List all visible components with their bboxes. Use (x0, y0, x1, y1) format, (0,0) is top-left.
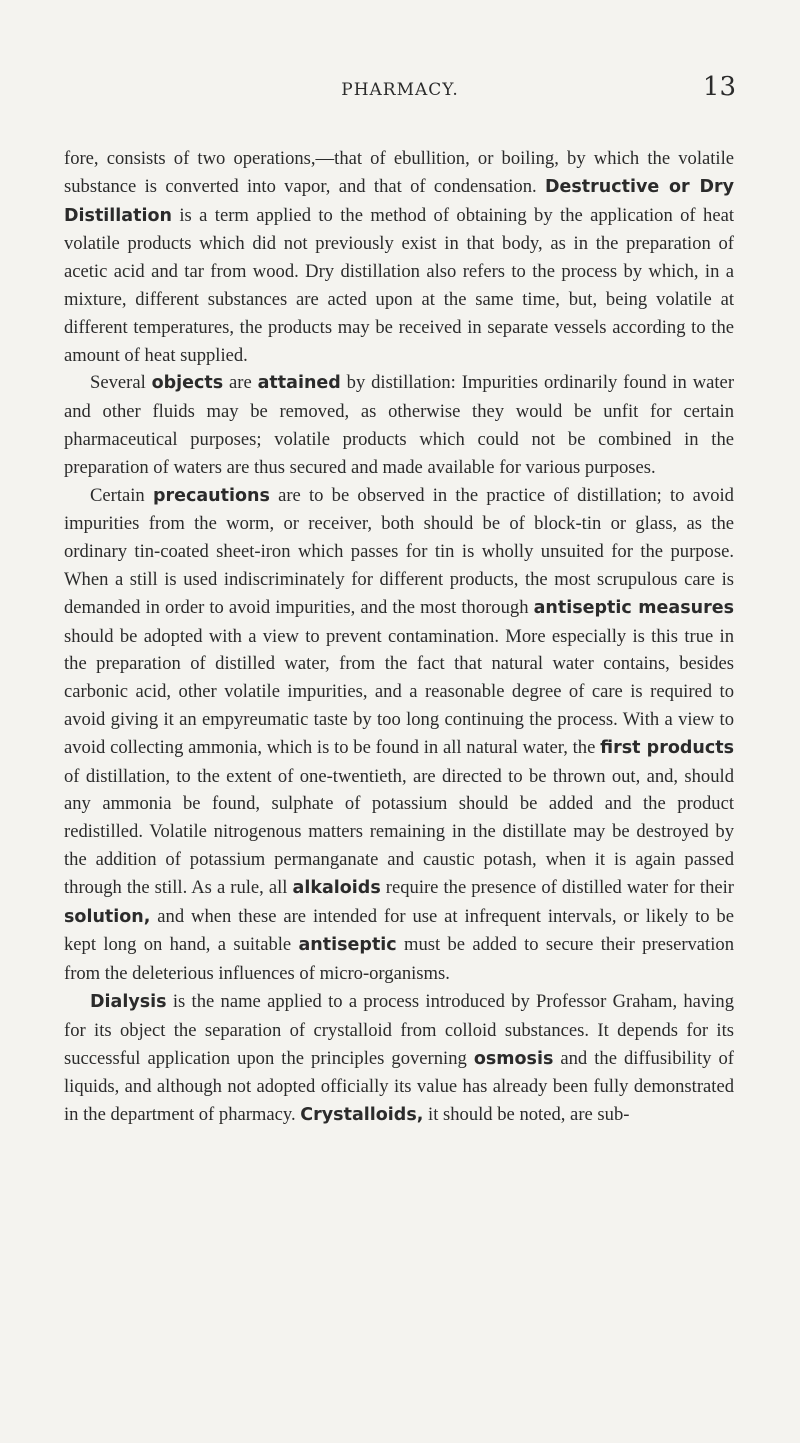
keyword-term: precautions (152, 485, 270, 506)
keyword-term: osmosis (473, 1048, 554, 1069)
page-number: 13 (702, 72, 736, 102)
text-run: and the diffusibility of liquids, and although not adopted officially its value has already been fully demonstrated in the department of pharmacy. (64, 1047, 734, 1126)
keyword-term: objects (151, 373, 224, 394)
running-head (0, 72, 800, 102)
text-run: should be adopted with a view to prevent contamination. More especially is this true in the preparation of distilled water, from the fact that natural water contains, besides carbonic acid, other volatile impurities, and a reasonable degree of care is required to avoid giving it an empyreumatic taste by too long continuing the process. With a view to avoid collecting ammonia, which is to be found in all natural water, the (64, 625, 734, 758)
text-run: are (223, 372, 258, 394)
keyword-term: antiseptic (298, 935, 397, 956)
paragraph (64, 482, 734, 988)
text-run: require the presence of distilled water for their (380, 876, 734, 898)
text-run: it should be noted, are sub- (423, 1104, 630, 1126)
body-text (64, 145, 734, 1130)
keyword-term: Dialysis (90, 991, 167, 1012)
keyword-term: first products (600, 737, 734, 758)
keyword-term: solution, (64, 906, 151, 927)
keyword-term: attained (257, 373, 341, 394)
text-run: is a term applied to the method of obtaining by the application of heat volatile products which did not previously exist in that body, as in the preparation of acetic acid and tar from wood. Dry distillation also refers to the process by which, in a mixture, different substances are acted upon at the same time, but, being volatile at different temperatures, the products may be received in separate vessels according to the amount of heat supplied. (64, 204, 734, 366)
running-title: PHARMACY. (341, 80, 459, 100)
text-run: are to be observed in the practice of distillation; to avoid impurities from the worm, or receiver, both should be of block-tin or glass, as the ordinary tin-coated sheet-iron which passes for tin is wholly unsuited for the purpose. When a still is used indiscriminately for different products, the most scrupulous care is demanded in order to avoid impurities, and the most thorough (64, 484, 734, 618)
text-run: Certain (90, 484, 153, 506)
paragraph (64, 988, 734, 1130)
keyword-term: Crystalloids, (300, 1105, 424, 1126)
text-run: of distillation, to the extent of one-twentieth, are directed to be thrown out, and, should any ammonia be found, sulphate of potassium should be added and the product redistilled. Volatile nitrogenous matters remaining in the distillate may be destroyed by the addition of potassium permanganate and caustic potash, when it is again passed through the still. As a rule, all (64, 765, 734, 898)
text-run: is the name applied to a process introduced by Professor Graham, having for its object the separation of crystalloid from colloid substances. It depends for its successful application upon the principles governing (64, 990, 734, 1069)
keyword-term: alkaloids (292, 877, 381, 898)
keyword-term: antiseptic measures (533, 597, 734, 618)
text-run: fore, consists of two operations,—that of ebullition, or boiling, by which the volatile substance is converted into vapor, and that of condensation. (64, 148, 734, 197)
text-run: Several (90, 372, 152, 394)
text-run: by distillation: Impurities ordinarily found in water and other fluids may be removed, as otherwise they would be unfit for certain pharmaceutical purposes; volatile products which could not be combined in the preparation of waters are thus secured and made available for various purposes. (64, 372, 735, 478)
text-run: and when these are intended for use at infrequent intervals, or likely to be kept long on hand, a suitable (64, 905, 734, 956)
paragraph (64, 145, 734, 369)
keyword-term: Destructive or Dry Distillation (64, 176, 735, 226)
text-run: must be added to secure their preservation from the deleterious influences of micro-organisms. (64, 934, 734, 985)
paragraph (64, 369, 734, 481)
